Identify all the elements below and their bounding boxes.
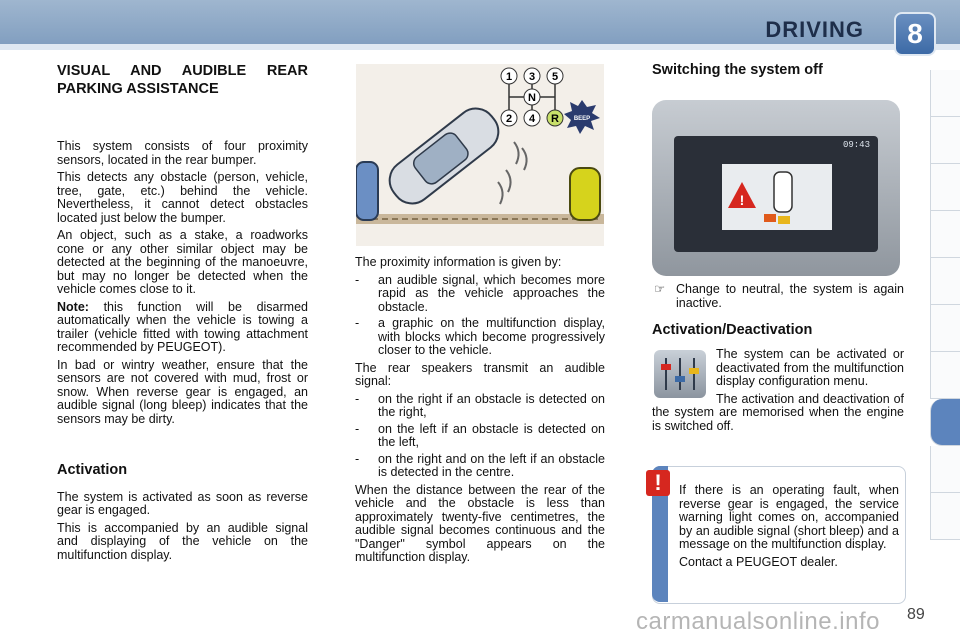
list-item: - a graphic on the multifunction display, with blocks which become progressively closer to the vehicle. xyxy=(355,316,605,357)
gear-knob xyxy=(501,68,517,84)
pointing-hand-icon: ☞ xyxy=(654,282,666,296)
chapter-tab-active[interactable] xyxy=(930,399,960,446)
display-screen xyxy=(674,136,878,252)
activation-deactivation-heading: Activation/Deactivation xyxy=(652,322,813,338)
paragraph: This detects any obstacle (person, vehicle, tree, gate, etc.) behind the vehicle. Nevertheless, it cannot detect obstacles located just below the bumper. xyxy=(57,170,308,225)
list-item: - on the left if an obstacle is detected on the left, xyxy=(355,421,605,449)
gear-label: R xyxy=(551,113,559,125)
chapter-tab[interactable] xyxy=(930,493,960,540)
section-title: VISUAL AND AUDIBLE REAR PARKING ASSISTANCE xyxy=(57,63,308,97)
car-icon xyxy=(774,172,792,212)
parking-display-graphic xyxy=(722,164,832,230)
note-text: this function will be disarmed automatically when the vehicle is towing a trailer (vehicle fitted with towing attachment recommended by PEUGEOT). xyxy=(57,299,308,354)
svg-text:!: ! xyxy=(739,192,745,208)
left-column xyxy=(57,62,308,566)
paragraph: In bad or wintry weather, ensure that the sensors are not covered with mud, frost or snow. When reverse gear is engaged, an audible signal (long bleep) indicates that the sensors may be dirty. xyxy=(57,357,308,426)
paragraph: The rear speakers transmit an audible signal: xyxy=(355,360,605,388)
warning-text xyxy=(679,484,899,573)
list-item-text: a graphic on the multifunction display, with blocks which become progressively closer to the vehicle. xyxy=(378,316,605,357)
beep-burst xyxy=(564,100,600,134)
paragraph: An object, such as a stake, a roadworks cone or any other similar object may be detected at the beginning of the manoeuvre, but may no longer be detected when the vehicle comes close to it. xyxy=(57,228,308,296)
gear-label: 3 xyxy=(528,71,536,83)
gear-knob xyxy=(524,89,540,105)
paragraph: The system is activated as soon as reverse gear is engaged. xyxy=(57,489,308,517)
list-item: - on the right if an obstacle is detected on the right, xyxy=(355,391,605,419)
gear-label: 1 xyxy=(505,71,513,83)
gear-label: 4 xyxy=(528,113,536,125)
middle-column xyxy=(355,256,605,569)
gear-label: 5 xyxy=(551,71,559,83)
page-number: 89 xyxy=(907,606,925,623)
switch-off-heading: Switching the system off xyxy=(652,62,823,78)
chapter-number-badge: 8 xyxy=(894,12,936,56)
chapter-tab[interactable] xyxy=(930,164,960,211)
paragraph: When the distance between the rear of the vehicle and the obstacle is less than approximately twenty-five centimetres, the audible signal becomes continuous and the "Danger" symbol appears on the multifunction display. xyxy=(355,482,605,564)
multifunction-display-photo xyxy=(652,100,900,276)
chapter-tab[interactable] xyxy=(930,446,960,493)
paragraph: Contact a PEUGEOT dealer. xyxy=(679,554,838,569)
watermark: carmanualsonline.info xyxy=(636,608,880,635)
chapter-tab[interactable] xyxy=(930,305,960,352)
gear-knob xyxy=(547,68,563,84)
gear-label: 2 xyxy=(505,113,513,125)
beep-label: BEEP xyxy=(573,116,591,122)
chapter-tabs xyxy=(930,70,960,590)
activation-heading: Activation xyxy=(57,462,128,478)
list-item-text: an audible signal, which becomes more rapid as the vehicle approaches the obstacle. xyxy=(378,272,605,314)
paragraph: This system consists of four proximity sensors, located in the rear bumper. xyxy=(57,139,308,167)
chapter-tab[interactable] xyxy=(930,70,960,117)
parking-graphic-panel xyxy=(722,164,832,230)
paragraph: This is accompanied by an audible signal and displaying of the vehicle on the multifunction display. xyxy=(57,520,308,562)
chapter-title: DRIVING xyxy=(765,17,864,42)
paragraph: If there is an operating fault, when reverse gear is engaged, the service warning light comes on, accompanied by an audible signal (short bleep) and a message on the multifunction display. xyxy=(679,483,899,551)
gear-knob xyxy=(524,110,540,126)
list-item: - an audible signal, which becomes more rapid as the vehicle approaches the obstacle. xyxy=(355,272,605,314)
list-item-text: on the left if an obstacle is detected on the left, xyxy=(378,421,605,449)
note-paragraph xyxy=(57,301,308,355)
parking-illustration xyxy=(356,64,604,246)
switch-off-instruction xyxy=(652,283,904,310)
instruction-text: Change to neutral, the system is again inactive. xyxy=(676,282,904,310)
display-time: 09:43 xyxy=(842,140,870,150)
parking-illustration-graphic xyxy=(356,64,604,246)
note-label: Note: xyxy=(57,299,89,314)
chapter-tab[interactable] xyxy=(930,211,960,258)
gear-knob-reverse xyxy=(547,110,563,126)
list-item-text: on the right if an obstacle is detected on the right, xyxy=(378,391,605,419)
paragraph: The system can be activated or deactivated from the multifunction display configuration menu. xyxy=(716,347,904,388)
list-item: - on the right and on the left if an obstacle is detected in the centre. xyxy=(355,451,605,479)
paragraph: The activation and deactivation of the system are memorised when the engine is switched off. xyxy=(652,391,904,433)
list-item-text: on the right and on the left if an obstacle is detected in the centre. xyxy=(378,451,605,479)
warning-exclamation-icon: ! xyxy=(646,470,670,496)
header-stripe xyxy=(0,44,960,50)
speaker-list xyxy=(355,393,605,480)
gear-knob xyxy=(501,110,517,126)
gear-label: N xyxy=(528,92,536,104)
proximity-list xyxy=(355,274,605,358)
gear-knob xyxy=(524,68,540,84)
chapter-tab[interactable] xyxy=(930,352,960,399)
paragraph: The proximity information is given by: xyxy=(355,255,562,269)
activation-text-block xyxy=(652,348,904,437)
chapter-tab[interactable] xyxy=(930,258,960,305)
chapter-tab[interactable] xyxy=(930,117,960,164)
